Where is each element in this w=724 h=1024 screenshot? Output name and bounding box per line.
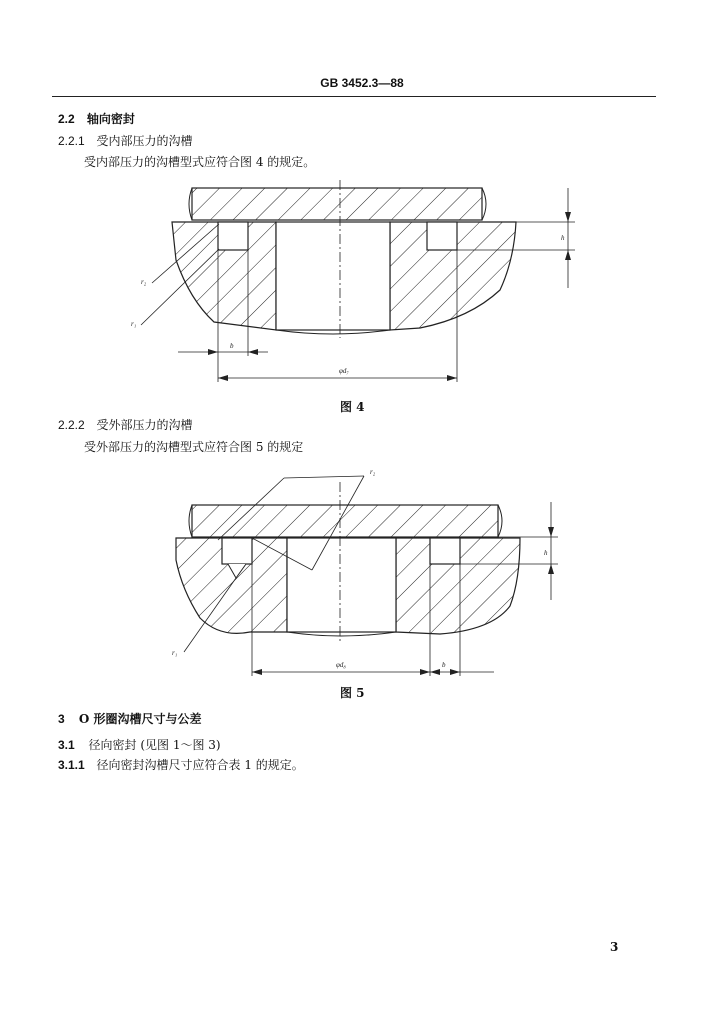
- section-number: 3: [58, 712, 65, 726]
- section-title: 径向密封 (见图 1～图 3): [88, 738, 221, 752]
- label-h: h: [561, 234, 565, 242]
- groove-right: [430, 538, 460, 564]
- label-r2: r₂: [370, 468, 376, 476]
- standard-header: GB 3452.3—88: [320, 76, 404, 90]
- section-number: 2.2.1: [58, 134, 85, 148]
- section-number: 2.2.2: [58, 418, 85, 432]
- section-title: 受外部压力的沟槽: [96, 418, 193, 432]
- figure-4-caption: 图 4: [340, 400, 365, 414]
- label-d8: φd₈: [336, 661, 346, 669]
- section-2-2-2-text: 受外部压力的沟槽型式应符合图 5 的规定: [84, 440, 304, 454]
- section-3: [58, 712, 202, 726]
- section-title: 受内部压力的沟槽: [96, 134, 193, 148]
- section-number: 3.1.1: [58, 758, 85, 772]
- page-number: 3: [610, 940, 619, 954]
- section-text: 径向密封沟槽尺寸应符合表 1 的规定。: [96, 758, 304, 772]
- label-h: h: [544, 549, 548, 557]
- bore: [287, 538, 396, 632]
- label-b: b: [442, 661, 446, 669]
- label-r1: r₁: [172, 649, 178, 657]
- section-3-1: [58, 738, 221, 752]
- section-title: 轴向密封: [86, 112, 135, 126]
- section-2-2-1-text: 受内部压力的沟槽型式应符合图 4 的规定。: [84, 155, 316, 169]
- label-d7: φd₇: [339, 367, 349, 375]
- section-3-1-1: [58, 758, 304, 772]
- section-number: 2.2: [58, 112, 75, 126]
- figure-5-caption: 图 5: [340, 686, 365, 700]
- label-r1: r₁: [131, 320, 137, 328]
- section-title: O 形圈沟槽尺寸与公差: [78, 712, 202, 726]
- groove-left: [222, 538, 252, 564]
- label-b: b: [230, 342, 234, 350]
- label-r2: r₂: [141, 278, 147, 286]
- section-number: 3.1: [58, 738, 75, 752]
